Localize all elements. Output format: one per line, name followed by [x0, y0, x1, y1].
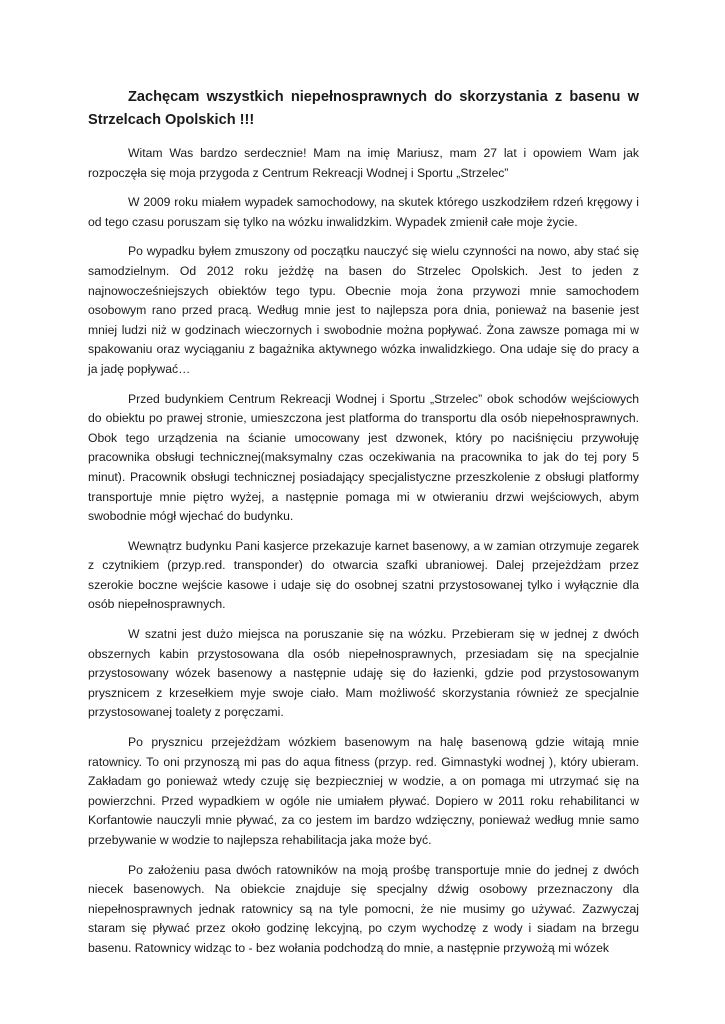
paragraph-after-accident: Po wypadku byłem zmuszony od początku nauczyć się wielu czynności na nowo, aby stać się samodzielnym. Od 2012 roku jeżdżę na basen do Strzelec Opolskich. Jest to jeden z najnowocześniejszych obiektów tego typu. Obecnie moja żona przywozi mnie samochodem osobowym rano przed pracą. Według mnie jest to najlepsza pora dnia, ponieważ na basenie jest mniej ludzi niż w godzinach wieczornych i swobodnie można popływać. Żona zawsze pomaga mi w spakowaniu oraz wyciąganiu z bagażnika aktywnego wózka inwalidzkiego. Ona udaje się do pracy a ja jadę popływać…: [88, 244, 639, 376]
paragraph-intro: Witam Was bardzo serdecznie! Mam na imię Mariusz, mam 27 lat i opowiem Wam jak rozpoczęła się moja przygoda z Centrum Rekreacji Wodnej i Sportu „Strzelec”: [88, 146, 639, 180]
paragraph-inside-building: Wewnątrz budynku Pani kasjerce przekazuje karnet basenowy, a w zamian otrzymuje zegarek z czytnikiem (przyp.red. transponder) do otwarcia szafki ubraniowej. Dalej przejeżdżam przez szerokie boczne wejście kasowe i udaje się do osobnej szatni przystosowanej tylko i wyłącznie dla osób niepełnosprawnych.: [88, 538, 639, 612]
paragraph-entrance-platform: Przed budynkiem Centrum Rekreacji Wodnej i Sportu „Strzelec” obok schodów wejściowych do obiektu po prawej stronie, umieszczona jest platforma do transportu dla osób niepełnosprawnych. Obok tego urządzenia na ścianie umocowany jest dzwonek, który po naciśnięciu przywołuję pracownika obsługi technicznej(maksymalny czas oczekiwania na pracownika to jak do tej pory 5 minut). Pracownik obsługi technicznej posiadający specjalistyczne przeszkolenie z obsługi platformy transportuje mnie piętro wyżej, a następnie pomaga mi w otwieraniu drzwi wejściowych, abym swobodnie mógł wjechać do budynku.: [88, 391, 639, 524]
paragraph-accident: W 2009 roku miałem wypadek samochodowy, na skutek którego uszkodziłem rdzeń kręgowy i od tego czasu poruszam się tylko na wózku inwalidzkim. Wypadek zmienił całe moje życie.: [88, 195, 639, 229]
paragraph-changing-room: W szatni jest dużo miejsca na poruszanie się na wózku. Przebieram się w jednej z dwóch obszernych kabin przystosowana dla osób niepełnosprawnych, przesiadam się na specjalnie przystosowany wózek basenowy a następnie udaję się do łazienki, gdzie pod przystosowanym prysznicem z krzesełkiem myje swoje ciało. Mam możliwość skorzystania również ze specjalnie przystosowanej toalety z poręczami.: [88, 627, 639, 720]
paragraph-swimming: Po założeniu pasa dwóch ratowników na moją prośbę transportuje mnie do jednej z dwóch niecek basenowych. Na obiekcie znajduje się specjalny dźwig osobowy przeznaczony dla niepełnosprawnych jednak ratownicy są na tyle pomocni, że nie musimy go używać. Zazwyczaj staram się pływać przez około godzinę lekcyjną, po czym wychodzę z wody i siadam na brzegu basenu. Ratownicy widząc to - bez wołania podchodzą do mnie, a następnie przywożą mi wózek: [88, 862, 639, 955]
document-title: Zachęcam wszystkich niepełnosprawnych do skorzystania z basenu w Strzelcach Opolskich !!!: [88, 89, 639, 128]
document-page: [88, 86, 639, 969]
paragraph-pool-hall: Po prysznicu przejeżdżam wózkiem basenowym na halę basenową gdzie witają mnie ratownicy. To oni przynoszą mi pas do aqua fitness (przyp. red. Gimnastyki wodnej ), który ubieram. Zakładam go ponieważ wtedy czuję się bezpieczniej w wodzie, a on pomaga mi utrzymać się na powierzchni. Przed wypadkiem w ogóle nie umiałem pływać. Dopiero w 2011 roku rehabilitanci w Korfantowie nauczyli mnie pływać, za co jestem im bardzo wdzięczny, ponieważ według mnie samo przebywanie w wodzie to najlepsza rehabilitacja jaka może być.: [88, 735, 639, 847]
